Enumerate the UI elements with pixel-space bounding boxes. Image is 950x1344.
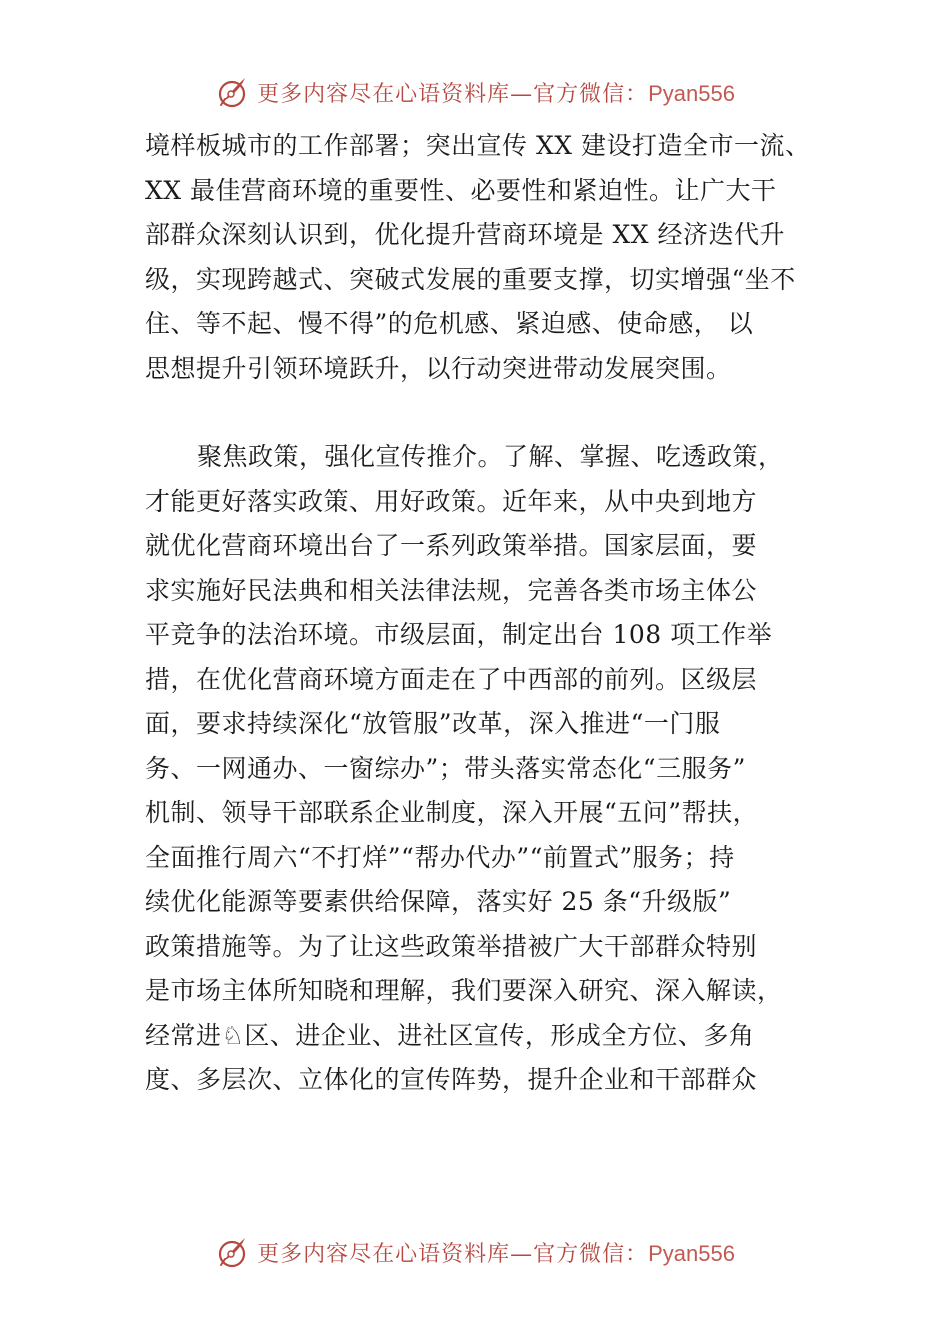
text-line: 求实施好民法典和相关法律法规，完善各类市场主体公 [145, 575, 758, 605]
text-line: 平竞争的法治环境。市级层面，制定出台 108 项工作举 [145, 620, 773, 649]
document-body [145, 124, 825, 1103]
text-line: 面，要求持续深化“放管服”改革，深入推进“一门服 [145, 709, 721, 738]
text-line: XX 最佳营商环境的重要性、必要性和紧迫性。让广大干 [145, 175, 777, 205]
text-line: 境样板城市的工作部署；突出宣传 XX 建设打造全市一流、 [145, 131, 811, 160]
text-line: 全面推行周六“不打烊”“帮办代办”“前置式”服务；持 [145, 842, 735, 872]
paragraph-gap [145, 391, 825, 435]
quill-logo-icon [215, 75, 249, 109]
text-line: 经常进♘区、进企业、进社区宣传，形成全方位、多角 [145, 1020, 755, 1050]
text-line: 部群众深刻认识到，优化提升营商环境是 XX 经济迭代升 [145, 220, 785, 249]
text-line: 是市场主体所知晓和理解，我们要深入研究、深入解读， [145, 976, 783, 1005]
watermark-handle: Pyan556 [648, 1240, 735, 1266]
paragraph-1 [145, 124, 825, 391]
text-line: 政策措施等。为了让这些政策举措被广大干部群众特别 [145, 931, 758, 961]
text-line: 思想提升引领环境跃升，以行动突进带动发展突围。 [145, 353, 732, 383]
watermark-text: 更多内容尽在心语资料库—官方微信：Pyan556 [257, 80, 735, 107]
text-line: 措，在优化营商环境方面走在了中西部的前列。区级层 [145, 664, 758, 694]
text-line: 就优化营商环境出台了一系列政策举措。国家层面，要 [145, 531, 758, 560]
quill-logo-icon [215, 1235, 249, 1269]
text-line: 才能更好落实政策、用好政策。近年来，从中央到地方 [145, 486, 758, 516]
text-line: 级，实现跨越式、突破式发展的重要支撑，切实增强“坐不 [145, 264, 796, 294]
watermark-handle: Pyan556 [648, 80, 735, 106]
text-line: 续优化能源等要素供给保障，落实好 25 条“升级版” [145, 887, 732, 916]
footer-watermark [0, 1232, 950, 1272]
text-line: 住、等不起、慢不得”的危机感、紧迫感、使命感， 以 [145, 309, 754, 338]
paragraph-2 [145, 435, 825, 1103]
text-line: 务、一网通办、一窗综办”；带头落实常态化“三服务” [145, 753, 746, 783]
text-line: 度、多层次、立体化的宣传阵势，提升企业和干部群众 [145, 1065, 758, 1094]
text-line: 机制、领导干部联系企业制度，深入开展“五问”帮扶， [145, 798, 759, 827]
header-watermark [0, 72, 950, 112]
watermark-text: 更多内容尽在心语资料库—官方微信：Pyan556 [257, 1240, 735, 1267]
text-line: 聚焦政策，强化宣传推介。了解、掌握、吃透政策， [197, 442, 784, 471]
